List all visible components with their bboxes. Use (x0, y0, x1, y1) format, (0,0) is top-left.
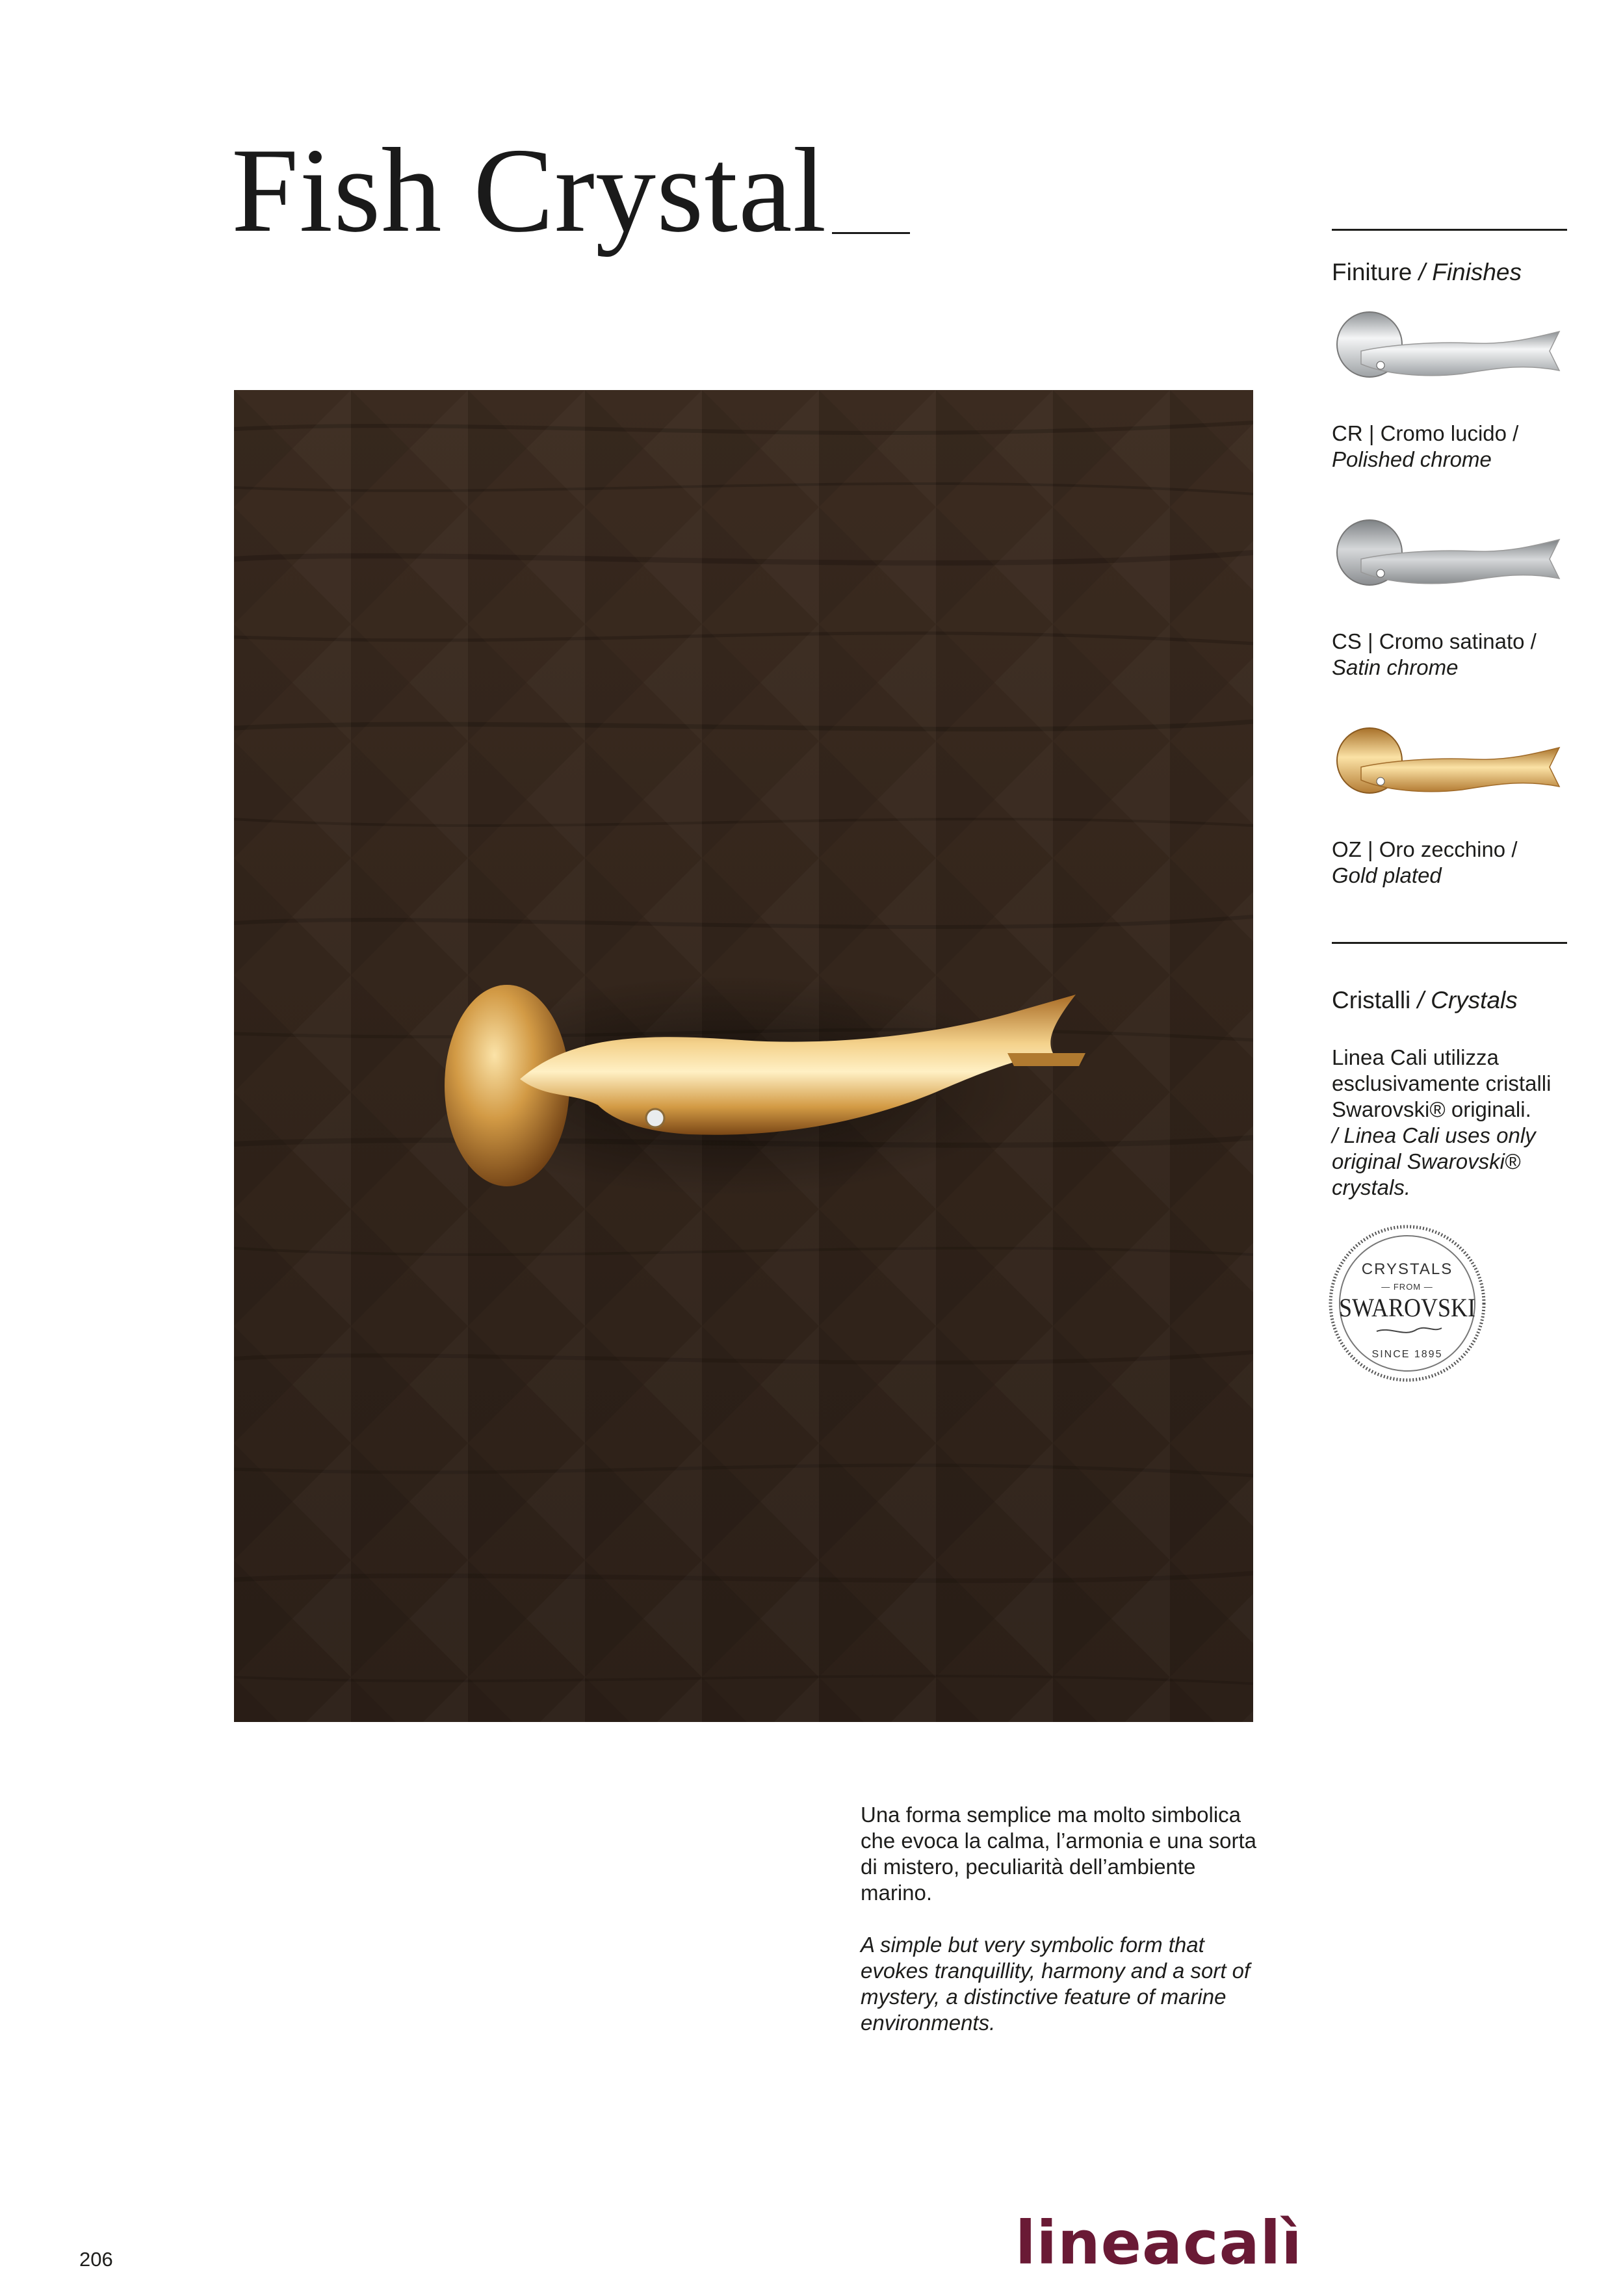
crystals-heading (1332, 987, 1567, 1015)
finish-item-oz (1332, 837, 1567, 889)
finishes-heading-it: Finiture (1332, 259, 1412, 285)
finish-name-en: Satin chrome (1332, 655, 1459, 679)
finish-code: OZ | Oro zecchino / (1332, 837, 1518, 861)
finishes-heading-sep: / (1412, 259, 1433, 285)
crystals-divider (1332, 942, 1567, 944)
crystals-heading-it: Cristalli (1332, 987, 1411, 1013)
finish-code: CS | Cromo satinato / (1332, 629, 1537, 653)
crystals-text-it: Linea Cali utilizza esclusivamente cristalli Swarovski® originali. (1332, 1045, 1552, 1121)
crystals-text-en: / Linea Cali uses only original Swarovski® crystals. (1332, 1123, 1536, 1199)
crystals-heading-sep: / (1410, 987, 1431, 1013)
finishes-heading (1332, 259, 1567, 287)
swarovski-badge (1326, 1222, 1488, 1385)
badge-top-text: CRYSTALS (1361, 1260, 1453, 1278)
badge-brand-text: SWAROVSKI (1339, 1293, 1475, 1322)
finish-gold-image (1332, 722, 1567, 806)
finish-satin-image (1332, 514, 1567, 598)
product-description (861, 1802, 1264, 2062)
page-number: 206 (79, 2248, 113, 2271)
crystals-heading-en: Crystals (1431, 987, 1518, 1013)
badge-since-text: SINCE 1895 (1371, 1349, 1443, 1360)
finishes-heading-en: Finishes (1432, 259, 1522, 285)
finish-name-en: Gold plated (1332, 863, 1442, 887)
finish-name-en: Polished chrome (1332, 447, 1492, 471)
description-it: Una forma semplice ma molto simbolica che evoca la calma, l’armonia e una sorta di mistero, peculiarità dell’ambiente marino. (861, 1803, 1256, 1905)
product-photo (234, 390, 1253, 1722)
crystals-text (1332, 1045, 1567, 1201)
brand-logo: lineacalì (1015, 2208, 1303, 2278)
page-title: Fish Crystal (231, 124, 827, 257)
title-underline (832, 232, 910, 234)
badge-from-text: — FROM — (1381, 1282, 1433, 1292)
finish-chrome-image (1332, 306, 1567, 390)
finishes-divider (1332, 229, 1567, 231)
finish-code: CR | Cromo lucido / (1332, 421, 1519, 445)
finish-item-cs (1332, 629, 1567, 681)
description-en: A simple but very symbolic form that evokes tranquillity, harmony and a sort of mystery, a distinctive feature of marine environments. (861, 1933, 1251, 2035)
finish-item-cr (1332, 421, 1567, 473)
